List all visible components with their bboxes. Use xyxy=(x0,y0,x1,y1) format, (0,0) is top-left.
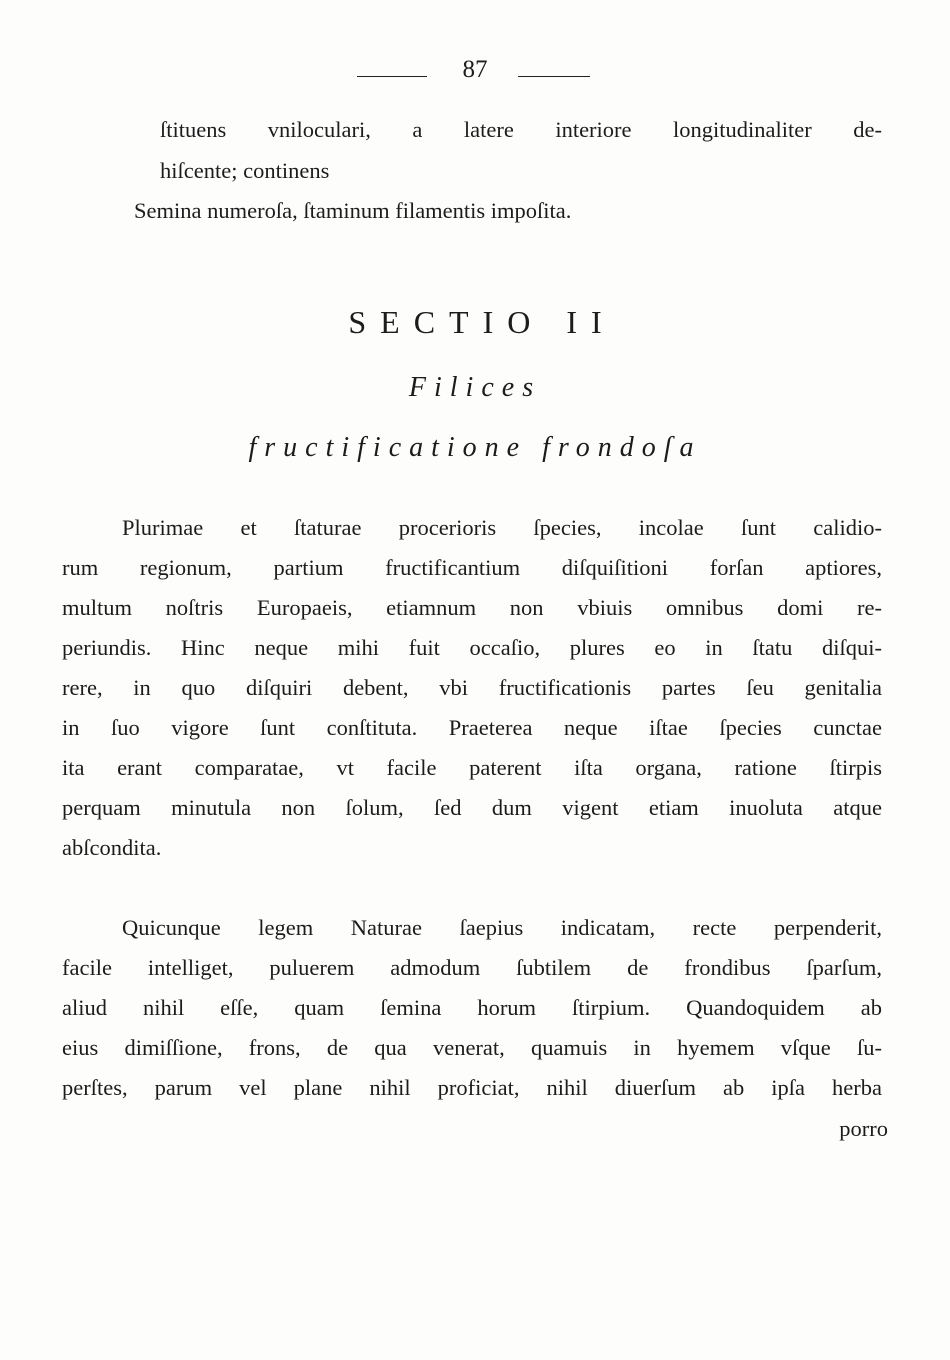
page-number: 87 xyxy=(462,56,488,83)
text-line: perquam minutula non ſolum, ſed dum vigent etiam inuoluta atque xyxy=(62,795,882,820)
text-line: hiſcente; continens xyxy=(160,158,330,183)
text-line: Semina numeroſa, ſtaminum filamentis impoſita. xyxy=(134,198,572,223)
text-line: multum noſtris Europaeis, etiamnum non vbiuis omnibus domi re- xyxy=(62,595,882,620)
text-line: rere, in quo diſquiri debent, vbi fructificationis partes ſeu genitalia xyxy=(62,675,882,700)
text-line: eius dimiſſione, frons, de qua venerat, quamuis in hyemem vſque ſu- xyxy=(62,1035,882,1060)
text-line: ita erant comparatae, vt facile paterent iſta organa, ratione ſtirpis xyxy=(62,755,882,780)
page-header xyxy=(0,56,950,92)
text-line: abſcondita. xyxy=(62,835,162,860)
section-subtitle: fructificatione frondoſa xyxy=(248,432,702,463)
text-line: perſtes, parum vel plane nihil proficiat, nihil diuerſum ab ipſa herba xyxy=(62,1075,882,1100)
text-line: Plurimae et ſtaturae procerioris ſpecies, incolae ſunt calidio- xyxy=(122,515,882,540)
text-line: ſtituens vniloculari, a latere interiore longitudinaliter de- xyxy=(160,117,882,142)
text-line: aliud nihil eſſe, quam ſemina horum ſtirpium. Quandoquidem ab xyxy=(62,995,882,1020)
header-rule-right xyxy=(518,76,590,77)
text-line: in ſuo vigore ſunt conſtituta. Praeterea neque iſtae ſpecies cunctae xyxy=(62,715,882,740)
text-line: periundis. Hinc neque mihi fuit occaſio, plures eo in ſtatu diſqui- xyxy=(62,635,882,660)
text-line: Quicunque legem Naturae ſaepius indicatam, recte perpenderit, xyxy=(122,915,882,940)
section-title: SECTIO II xyxy=(348,304,616,340)
section-subtitle: Filices xyxy=(408,372,542,403)
header-rule-left xyxy=(357,76,427,77)
catchword: porro xyxy=(839,1116,888,1141)
text-line: facile intelliget, puluerem admodum ſubtilem de frondibus ſparſum, xyxy=(62,955,882,980)
text-line: rum regionum, partium fructificantium diſquiſitioni forſan aptiores, xyxy=(62,555,882,580)
